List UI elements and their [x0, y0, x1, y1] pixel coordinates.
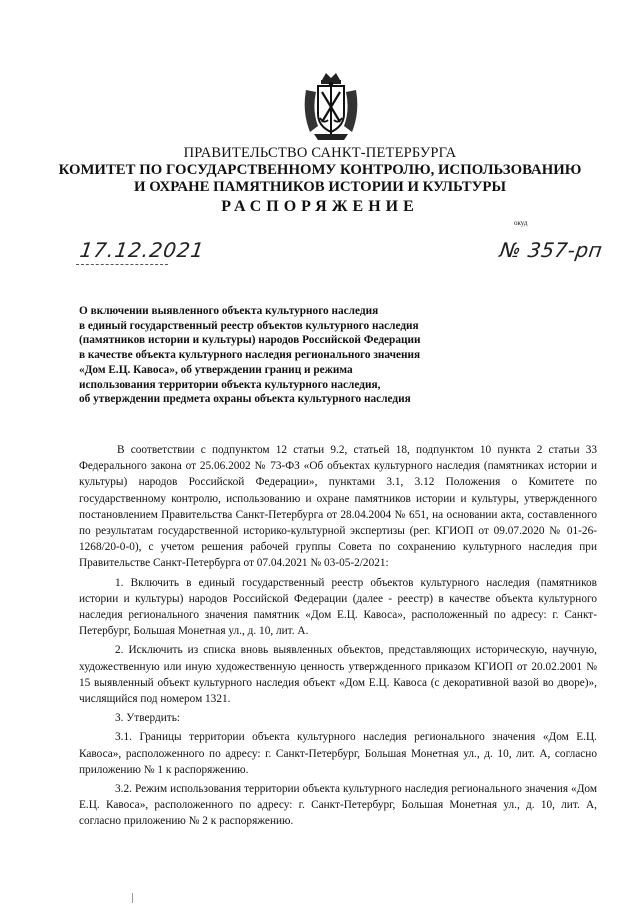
item-3-2-paragraph: 3.2. Режим использования территории объекта культурного наследия регионального значения «Дом Е.Ц. Кавоса», расположенного по адресу: г. Санкт-Петербург, Большая Монетная ул., д. 10, лит. А, согласно приложению № 2 к распоряжению. [79, 783, 597, 828]
document-subject [79, 304, 499, 407]
subject-line: О включении выявленного объекта культурного наследия [79, 305, 379, 317]
okud-label: окуд [514, 219, 528, 227]
subject-line: в единый государственный реестр объектов культурного наследия [79, 319, 419, 332]
document-body [79, 442, 597, 833]
subject-line: (памятников истории и культуры) народов Российской Федерации [79, 334, 421, 347]
committee-name [0, 162, 640, 196]
government-name: ПРАВИТЕЛЬСТВО САНКТ-ПЕТЕРБУРГА [183, 145, 457, 161]
margin-mark [132, 893, 133, 903]
subject-line: в качестве объекта культурного наследия регионального значения [79, 349, 421, 362]
coat-of-arms-icon [300, 70, 362, 142]
date-underline [76, 264, 168, 265]
item-1-paragraph: 1. Включить в единый государственный реестр объектов культурного наследия (памятников истории и культуры) народов Российской Федерации (далее - реестр) в качестве объекта культурного наследия регионального значения памятник «Дом Е.Ц. Кавоса», расположенный по адресу: г. Санкт-Петербург, Большая Монетная ул., д. 10, лит. А. [79, 576, 597, 638]
item-3-1-paragraph: 3.1. Границы территории объекта культурного наследия регионального значения «Дом Е.Ц. Кавоса», расположенного по адресу: г. Санкт-Петербург, Большая Монетная ул., д. 10, лит. А, согласно приложению № 1 к распоряжению. [79, 731, 597, 776]
subject-line: «Дом Е.Ц. Кавоса», об утверждении границ и режима [79, 363, 353, 376]
preamble-paragraph: В соответствии с подпунктом 12 статьи 9.2, статьей 18, подпунктом 10 пункта 2 статьи 33 Федерального закона от 25.06.2002 № 73-ФЗ «Об объектах культурного наследия (памятниках истории и культуры) народов Российской Федерации», пунктами 3.1, 3.12 Положения о Комитете по государственному контролю, использованию и охране памятников истории и культуры, утвержденного постановлением Правительства Санкт-Петербурга от 28.04.2004 № 651, на основании акта, составленного по результатам государственной историко-культурной экспертизы (рег. КГИОП от 09.07.2020 № 01-26-1268/20-0-0), с учетом решения рабочей группы Совета по сохранению культурного наследия при Правительстве Санкт-Петербурга от 07.04.2021 № 03-05-2/2021: [79, 444, 597, 570]
document-number: № 357-рп [498, 238, 605, 262]
item-2-paragraph: 2. Исключить из списка вновь выявленных объектов, представляющих историческую, научную, художественную или иную художественную ценность утвержденного приказом КГИОП от 20.02.2001 № 15 выявленный объект культурного наследия объект «Дом Е.Ц. Кавоса (с декоративной вазой во дворе)», числящийся под номером 1321. [79, 644, 597, 706]
subject-line: использования территории объекта культурного наследия, [79, 378, 381, 391]
document-date: 17.12.2021 [78, 238, 207, 262]
subject-line: об утверждении предмета охраны объекта культурного наследия [79, 393, 411, 406]
committee-line: И ОХРАНЕ ПАМЯТНИКОВ ИСТОРИИ И КУЛЬТУРЫ [133, 179, 506, 195]
committee-line: КОМИТЕТ ПО ГОСУДАРСТВЕННОМУ КОНТРОЛЮ, ИСПОЛЬЗОВАНИЮ [58, 162, 582, 178]
document-type: РАСПОРЯЖЕНИЕ [221, 198, 419, 215]
item-3-paragraph: 3. Утвердить: [115, 712, 181, 725]
